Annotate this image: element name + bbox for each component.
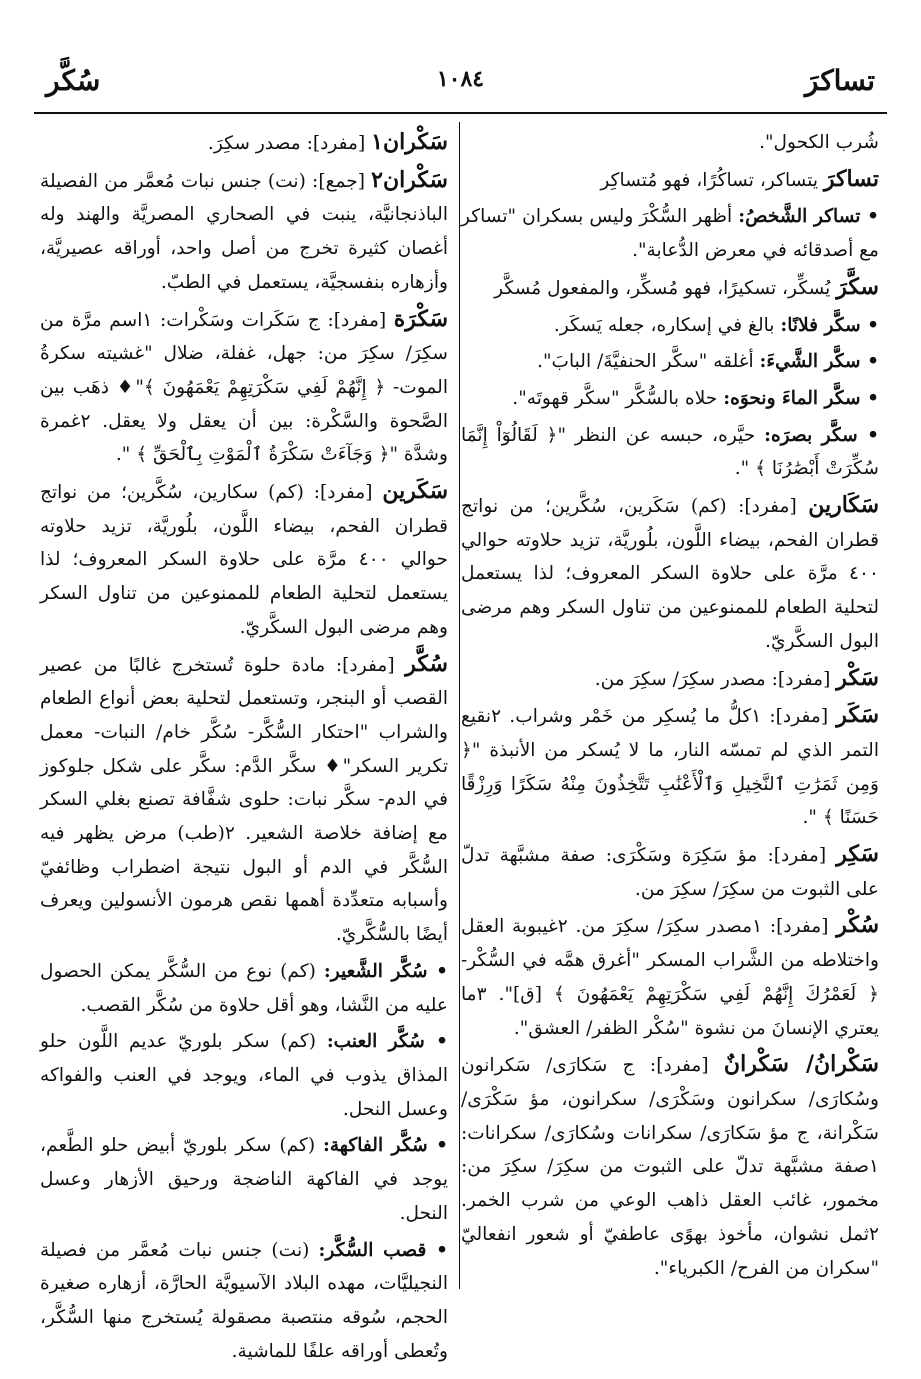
header-last-word: سُكَّر — [46, 64, 101, 97]
left-column — [40, 126, 448, 1362]
entry-definition: (كم) سكر بلوريّ عديم اللَّون حلو المذاق يذوب في الماء، ويوجد في العنب والفواكه وعسل النحل. — [40, 1031, 448, 1120]
entry-definition: [مفرد]: مؤ سَكِرَة وسَكْرَى: صفة مشبَّهة تدلّ على الثبوت من سكِرَ/ سكِرَ من. — [461, 845, 879, 900]
dictionary-entry — [40, 164, 448, 300]
entry-definition: [جمع]: (نت) جنس نبات مُعمَّر من الفصيلة الباذنجانيَّة، ينبت في الصحاري المصريَّة والهند وله أغصان كثيرة تخرج من أصل واحد، أوراقه عصيريَّة، وأزهاره بنفسجيَّة، يستعمل في الطبّ. — [40, 170, 448, 293]
entry-headword: • سكَّر الشَّيءَ: — [759, 351, 879, 373]
dictionary-entry — [461, 662, 879, 697]
dictionary-entry — [40, 475, 448, 645]
entry-headword: سَكْر — [836, 664, 879, 691]
entry-headword: سَكِر — [836, 841, 879, 868]
entry-headword: • قصب السُّكَّر: — [318, 1239, 448, 1261]
entry-headword: سُكْر — [836, 912, 880, 939]
entry-definition: (نت) جنس نبات مُعمَّر من فصيلة النجيليَّات، مهده البلاد الآسيويَّة الحارَّة، أزهاره صغيرة الحجم، سُوقه منتصبة مصقولة يُستخرج منها السُّكَّر، وتُعطى أوراقه علفًا للماشية. — [40, 1239, 448, 1362]
entry-definition: بالغ في إسكاره، جعله يَسكَر. — [553, 314, 781, 336]
dictionary-entry — [40, 955, 448, 1022]
column-divider — [459, 122, 460, 1289]
entry-definition: [مفرد]: ج سَكارَى/ سَكرانون وسُكارَى/ سكرانون وسَكْرَى/ سكرانون، مؤ سَكْرَى/ سَكْرانة، ج مؤ سَكارَى/ سكرانات وسُكارَى/ سكرانات: ١صفة مشبَّهة تدلّ على الثبوت من سكِرَ/ سكِرَ من: مخمور، غائب العقل ذاهب الوعي من شرب الخمر. ٢ثمل نشوان، مأخوذ بهوًى عاطفيّ أو شعور انفعاليّ "سكران من الفرح/ الكبرياء". — [461, 1055, 879, 1279]
entry-headword: • سكَّر الماءَ ونحوَه: — [723, 387, 879, 409]
entry-definition: أغلقه "سكَّر الحنفيَّةَ/ البابَ". — [537, 351, 760, 373]
entry-headword: سَكْرانُ/ سَكْرانٌ — [723, 1051, 879, 1078]
entry-definition: شُرب الكحول". — [759, 132, 879, 153]
entry-definition: يُسكِّر، تسكيرًا، فهو مُسكِّر، والمفعول مُسكَّر — [494, 277, 837, 299]
dictionary-entry — [461, 126, 879, 160]
entry-headword: تساكرَ — [823, 165, 879, 192]
dictionary-entry — [461, 1048, 879, 1285]
header-rule — [34, 112, 887, 114]
dictionary-entry — [461, 163, 879, 198]
entry-definition: حلاه بالسُّكَّر "سكَّر قهوتَه". — [512, 387, 724, 409]
dictionary-entry — [461, 309, 879, 343]
dictionary-entry — [461, 909, 879, 1045]
entry-headword: • سُكَّر الفاكهة: — [322, 1135, 448, 1157]
dictionary-entry — [40, 648, 448, 952]
entry-definition: (كم) نوع من السُّكَّر يمكن الحصول عليه من النَّشا، وهو أقل حلاوة من سُكَّر القصب. — [40, 960, 448, 1016]
header-first-word: تساكرَ — [804, 64, 875, 97]
dictionary-entry — [40, 126, 448, 161]
entry-definition: [مفرد]: ١كلُّ ما يُسكِر من خَمْر وشراب. ٢نقيع التمر الذي لم تمسّه النار، ما لا يُسكر من الأنبذة "﴿ وَمِن ثَمَرَٰتِ ٱلنَّخِيلِ وَٱلْأَعْنَٰبِ تَتَّخِذُونَ مِنْهُ سَكَرًا وَرِزْقًا حَسَنًا ﴾ ". — [461, 706, 879, 829]
dictionary-entry — [40, 303, 448, 473]
entry-headword: • سُكَّر العنب: — [326, 1031, 448, 1053]
dictionary-entry — [461, 419, 879, 486]
entry-headword: سَكَارين — [808, 492, 879, 519]
dictionary-entry — [461, 200, 879, 267]
entry-headword: سكَّرَ — [836, 273, 879, 300]
entry-definition: (كم) سكر بلوريّ أبيض حلو الطَّعم، يوجد في الفاكهة الناضجة ورحيق الأزهار وعسل النحل. — [40, 1135, 448, 1224]
entry-definition: [مفرد]: ج سَكَرات وسَكْرات: ١اسم مرَّة من سكِرَ/ سكِرَ من: جهل، غفلة، ضلال "غشيته سكرةُ الموت- ﴿ إِنَّهُمْ لَفِي سَكْرَتِهِمْ يَعْمَهُونَ ﴾"♦ ذهَب بين الصَّحوة والسَّكْرة: بين أن يعقل ولا يعقل. ٢غمرة وشدَّة "﴿ وَجَآءَتْ سَكْرَةُ ٱلْمَوْتِ بِٱلْحَقِّ ﴾ ". — [40, 309, 448, 466]
dictionary-entry — [40, 1234, 448, 1369]
entry-headword: • سكَّر فلانًا: — [780, 314, 879, 336]
page-header — [34, 56, 887, 108]
entry-definition: [مفرد]: مصدر سكِرَ. — [207, 133, 372, 154]
entry-definition: [مفرد]: ١مصدر سكِرَ/ سكِرَ من. ٢غيبوبة العقل واختلاطه من الشَّراب المسكر "أغرق همَّه في السُّكْر- ﴿ لَعَمْرُكَ إِنَّهُمْ لَفِي سَكْرَتِهِمْ يَعْمَهُونَ ﴾ [ق]". ٣ما يعتري الإنسانَ من نشوة "سُكْر الظفر/ العشق". — [461, 916, 879, 1039]
dictionary-entry — [461, 838, 879, 906]
entry-definition: [مفرد]: (كم) سَكَرين، سُكَّرين؛ من نواتج قطران الفحم، بيضاء اللَّون، بلُوريَّة، تزيد حلاوته حوالي ٤٠٠ مرَّة على حلاوة السكر المعروف؛ لذا يستعمل لتحلية الطعام للممنوعين من تناول السكر وهم مرضى البول السكَّريّ. — [461, 496, 879, 652]
right-column — [461, 126, 879, 1319]
entry-definition: يتساكر، تساكُرًا، فهو مُتساكِر — [600, 169, 824, 191]
entry-definition: [مفرد]: مصدر سكِرَ/ سكِرَ من. — [594, 668, 837, 690]
entry-definition: [مفرد]: (كم) سكارين، سُكَّرين؛ من نواتج قطران الفحم، بيضاء اللَّون، بلُوريَّة، تزيد حلاوته حوالي ٤٠٠ مرَّة على حلاوة السكر المعروف؛ لذا يستعمل لتحلية الطعام للممنوعين من تناول السكر وهم مرضى البول السكَّريّ. — [40, 482, 448, 638]
entry-headword: • تساكر الشَّخصُ: — [738, 206, 879, 228]
entry-definition: [مفرد]: مادة حلوة تُستخرج غالبًا من عصير القصب أو البنجر، وتستعمل لتحلية بعض أنواع الطعام والشراب "احتكار السُّكَّر- سُكَّر خام/ النبات- معمل تكرير السكر"♦ سكَّر الدَّم: سكَّر على شكل جلوكوز في الدم- سكَّر نبات: حلوى شفَّافة تصنع بغلي السكر مع إضافة خلاصة الشعير. ٢(طب) مرض يظهر فيه السُّكَّر في الدم أو البول نتيجة اضطراب وظائفيّ وأسبابه متعدِّدة أهمها نقص هرمون الأنسولين ويعرف أيضًا بالسُّكَّريّ. — [40, 654, 448, 946]
entry-headword: سَكَر — [836, 702, 880, 729]
entry-headword: سَكْرَة — [393, 305, 448, 332]
dictionary-entry — [40, 1025, 448, 1126]
page-number: ١٠٨٤ — [436, 66, 485, 92]
entry-definition: أظهر السُّكْرَ وليس بسكران "تساكر مع أصدقائه في معرض الدُّعابة". — [461, 206, 879, 262]
entry-headword: سَكْران١ — [371, 129, 448, 155]
dictionary-entry — [461, 699, 879, 835]
entry-definition: حيَّره، حبسه عن النظر "﴿ لَقَالُوٓاْ إِنَّمَا سُكِّرَتْ أَبْصَٰرُنَا ﴾ ". — [461, 424, 879, 480]
entry-headword: سُكَّر — [405, 650, 448, 677]
entry-headword: • سكَّر بصرَه: — [764, 424, 879, 446]
dictionary-entry — [461, 489, 879, 659]
dictionary-entry — [461, 382, 879, 416]
entry-headword: سَكْران٢ — [371, 166, 448, 193]
dictionary-entry — [461, 271, 879, 306]
dictionary-entry — [40, 1129, 448, 1230]
entry-headword: • سُكَّر الشَّعير: — [323, 960, 448, 982]
entry-headword: سَكَرين — [382, 478, 448, 505]
dictionary-entry — [461, 345, 879, 379]
